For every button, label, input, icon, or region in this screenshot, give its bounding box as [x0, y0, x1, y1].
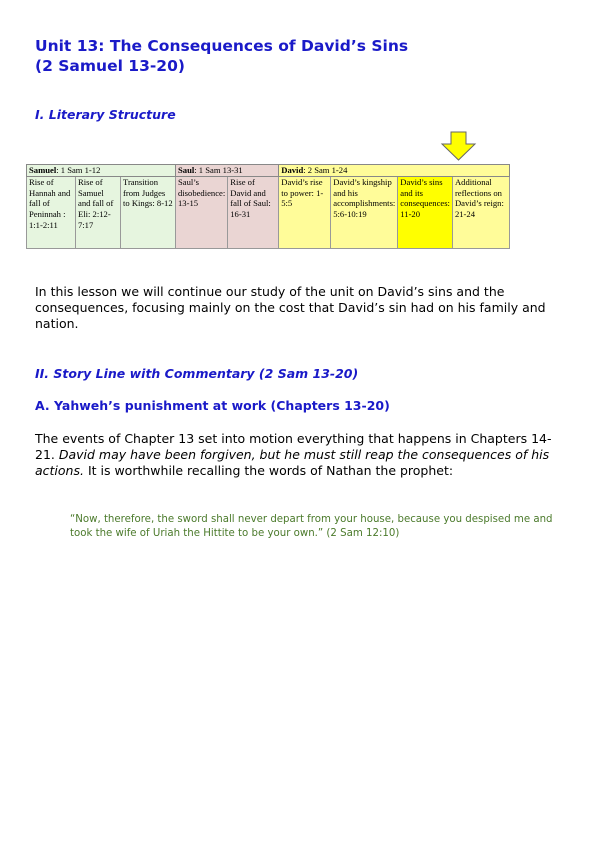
- section-heading-story-line: II. Story Line with Commentary (2 Sam 13-20): [35, 366, 359, 381]
- table-cell: Rise of David and fall of Saul: 16-31: [228, 176, 279, 248]
- table-cell: Transition from Judges to Kings: 8-12: [121, 176, 176, 248]
- literary-structure-table: [26, 164, 510, 249]
- group-header-saul: Saul: 1 Sam 13-31: [176, 165, 279, 177]
- block-quote: “Now, therefore, the sword shall never depart from your house, because you despised me and took the wife of Uriah the Hittite to be your own.” (2 Sam 12:10): [70, 514, 553, 539]
- table-cell: David’s rise to power: 1-5:5: [279, 176, 331, 248]
- group-header-david: David: 2 Sam 1-24: [279, 165, 510, 177]
- table-cell: David’s kingship and his accomplishments: 5:6-10:19: [331, 176, 398, 248]
- section-heading-literary-structure: I. Literary Structure: [35, 107, 176, 122]
- table-cell-highlighted: David’s sins and its consequences: 11-20: [398, 176, 453, 248]
- intro-paragraph: In this lesson we will continue our study of the unit on David’s sins and the consequences, focusing mainly on the cost that David’s sin had on his family and nation.: [35, 284, 546, 331]
- table-cell: Additional reflections on David’s reign: 21-24: [452, 176, 509, 248]
- body-paragraph: [35, 431, 555, 479]
- page-title: [35, 36, 408, 76]
- table-cell: Rise of Hannah and fall of Peninnah : 1:1-2:11: [27, 176, 76, 248]
- table-cell: Rise of Samuel and fall of Eli: 2:12-7:17: [76, 176, 121, 248]
- title-line-1: Unit 13: The Consequences of David’s Sins: [35, 37, 409, 55]
- title-line-2: (2 Samuel 13-20): [35, 57, 185, 75]
- paragraph-text: The events of Chapter 13 set into motion everything that happens in Chapters 14-21.: [35, 431, 552, 462]
- group-header-samuel: Samuel: 1 Sam 1-12: [27, 165, 176, 177]
- down-arrow-icon: [440, 131, 477, 161]
- table-cell: Saul’s disobedience: 13-15: [176, 176, 228, 248]
- paragraph-text-end: It is worthwhile recalling the words of Nathan the prophet:: [83, 463, 454, 478]
- paragraph-emphasis: David may have been forgiven, but he must still reap the consequences of his actions.: [35, 447, 550, 478]
- subsection-heading-punishment: A. Yahweh’s punishment at work (Chapters 13-20): [35, 398, 390, 413]
